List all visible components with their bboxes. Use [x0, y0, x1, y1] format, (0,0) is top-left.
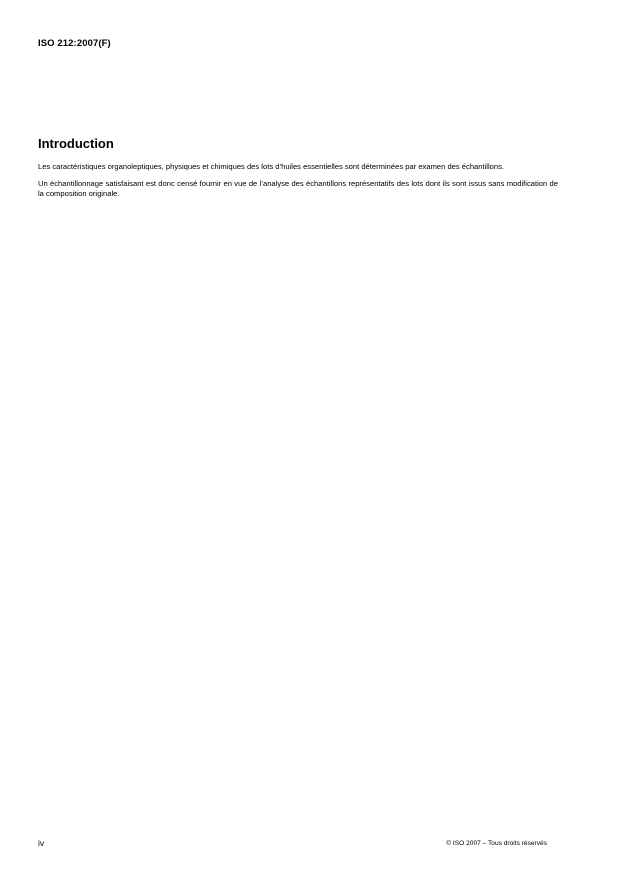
paragraph: Un échantillonnage satisfaisant est donc censé fournir en vue de l’analyse des échantillons représentatifs des lots dont ils sont issus sans modification de la composition originale.	[38, 179, 558, 198]
copyright-notice: © ISO 2007 – Tous droits réservés	[446, 840, 547, 847]
section-title: Introduction	[38, 136, 114, 151]
document-id: ISO 212:2007(F)	[38, 38, 111, 49]
page-number: iv	[38, 838, 45, 848]
introduction-section	[38, 136, 558, 206]
paragraph: Les caractéristiques organoleptiques, physiques et chimiques des lots d’huiles essentielles sont déterminées par examen des échantillons.	[38, 162, 505, 171]
